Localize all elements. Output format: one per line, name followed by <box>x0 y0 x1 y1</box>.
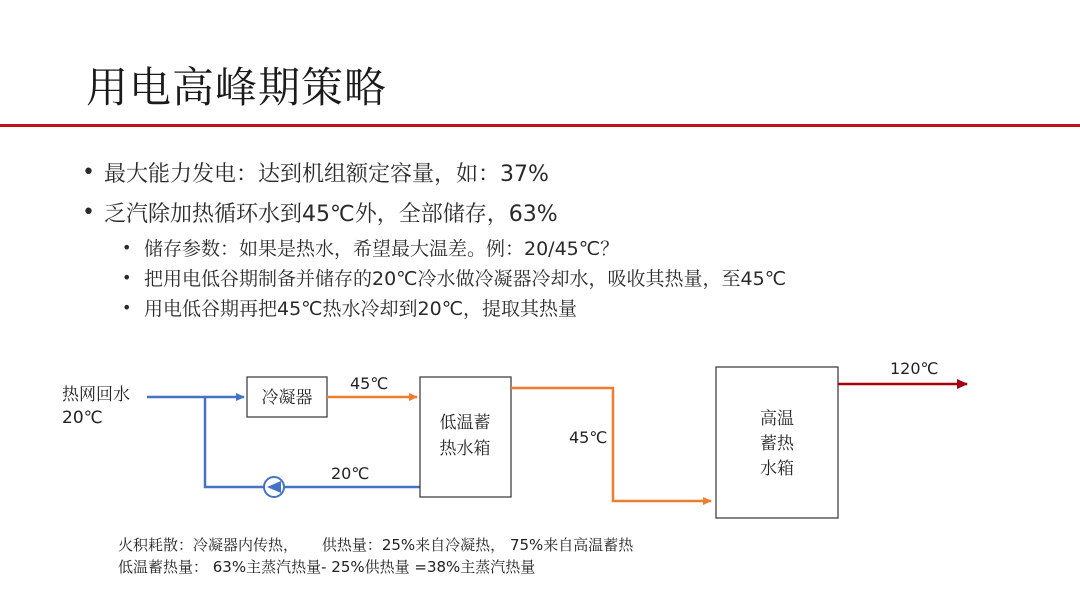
sub-bullet-text: 储存参数：如果是热水，希望最大温差。例：20/45℃？ <box>144 237 620 260</box>
notes <box>118 534 633 578</box>
bullet-dot: • <box>82 159 95 185</box>
pump-icon <box>264 477 284 497</box>
high-tank-label-1: 高温 <box>760 409 794 429</box>
sub-bullet-dot: • <box>122 297 132 317</box>
note-line: 火积耗散：冷凝器内传热， 供热量：25%来自冷凝热， 75%来自高温蓄热 <box>118 536 634 554</box>
sub-bullet-dot: • <box>122 267 132 287</box>
bullet-item <box>82 152 786 192</box>
inlet-label: 热网回水 <box>62 385 130 405</box>
sub-bullet-item <box>122 262 786 292</box>
temp-label: 45℃ <box>569 428 608 447</box>
bullet-text: 乏汽除加热循环水到45℃外，全部储存，63% <box>104 201 558 227</box>
title-divider <box>0 124 1080 127</box>
temp-label: 120℃ <box>890 359 939 378</box>
temp-label: 20℃ <box>331 464 370 483</box>
sub-bullet-dot: • <box>122 237 132 257</box>
heat-storage-diagram <box>0 340 1080 540</box>
note-line: 低温蓄热量： 63%主蒸汽热量- 25%供热量 =38%主蒸汽热量 <box>118 558 536 576</box>
high-tank-label-2: 蓄热 <box>760 434 794 454</box>
slide-title: 用电高峰期策略 <box>86 63 388 112</box>
transfer-pipe <box>511 388 711 501</box>
low-temp-tank <box>420 377 511 497</box>
sub-bullet-item <box>122 292 786 322</box>
low-tank-label-2: 热水箱 <box>439 439 491 459</box>
bullet-list <box>82 152 786 322</box>
sub-bullet-item <box>122 232 786 262</box>
bullet-item <box>82 192 786 232</box>
bullet-dot: • <box>82 199 95 225</box>
low-tank-label-1: 低温蓄 <box>439 413 491 433</box>
sub-bullet-text: 把用电低谷期制备并储存的20℃冷水做冷凝器冷却水，吸收其热量，至45℃ <box>144 267 787 290</box>
inlet-temp-label: 20℃ <box>62 408 103 428</box>
bullet-text: 最大能力发电：达到机组额定容量，如：37% <box>104 161 549 187</box>
condenser-label: 冷凝器 <box>261 388 313 408</box>
temp-label: 45℃ <box>350 374 389 393</box>
high-tank-label-3: 水箱 <box>760 459 794 479</box>
sub-bullet-text: 用电低谷期再把45℃热水冷却到20℃，提取其热量 <box>144 297 578 320</box>
